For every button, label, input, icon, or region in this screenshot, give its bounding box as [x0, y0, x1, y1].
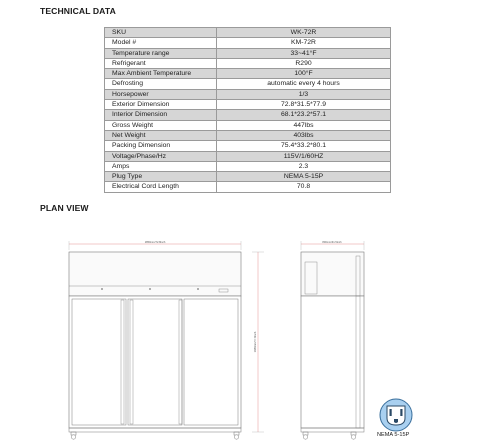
height-dimension-line — [252, 252, 264, 432]
row-label: SKU — [105, 28, 217, 38]
row-label: Plug Type — [105, 172, 217, 182]
row-value: KM-72R — [217, 38, 391, 48]
row-label: Max Ambient Temperature — [105, 69, 217, 79]
row-label: Net Weight — [105, 130, 217, 140]
row-value: R290 — [217, 58, 391, 68]
row-label: Voltage/Phase/Hz — [105, 151, 217, 161]
row-label: Electrical Cord Length — [105, 182, 217, 192]
row-value: automatic every 4 hours — [217, 79, 391, 89]
side-depth-dimension: 800mm/31.5inch — [322, 241, 342, 244]
row-label: Horsepower — [105, 89, 217, 99]
row-value: 2.3 — [217, 161, 391, 171]
row-label: Gross Weight — [105, 120, 217, 130]
row-label: Amps — [105, 161, 217, 171]
technical-data-title: TECHNICAL DATA — [40, 6, 116, 16]
front-view — [69, 240, 241, 439]
row-value: 100°F — [217, 69, 391, 79]
row-value: 115V/1/60HZ — [217, 151, 391, 161]
row-value: NEMA 5-15P — [217, 172, 391, 182]
row-value: 1/3 — [217, 89, 391, 99]
row-value: WK-72R — [217, 28, 391, 38]
side-view — [301, 240, 364, 439]
row-label: Packing Dimension — [105, 141, 217, 151]
row-value: 403lbs — [217, 130, 391, 140]
plan-view-title: PLAN VIEW — [40, 203, 89, 213]
row-value: 72.8*31.5*77.9 — [217, 100, 391, 110]
row-label: Temperature range — [105, 48, 217, 58]
row-value: 70.8 — [217, 182, 391, 192]
row-value: 33~41°F — [217, 48, 391, 58]
plug-type-label: NEMA 5-15P — [377, 432, 410, 438]
front-width-dimension: 1850mm/72.8inch — [144, 241, 166, 244]
row-label: Model # — [105, 38, 217, 48]
row-value: 447lbs — [217, 120, 391, 130]
row-value: 75.4*33.2*80.1 — [217, 141, 391, 151]
row-label: Defrosting — [105, 79, 217, 89]
row-label: Exterior Dimension — [105, 100, 217, 110]
nema-plug-icon — [380, 399, 412, 431]
row-label: Interior Dimension — [105, 110, 217, 120]
height-dimension: 1980mm/77.9inch — [254, 331, 257, 353]
row-label: Refrigerant — [105, 58, 217, 68]
row-value: 68.1*23.2*57.1 — [217, 110, 391, 120]
